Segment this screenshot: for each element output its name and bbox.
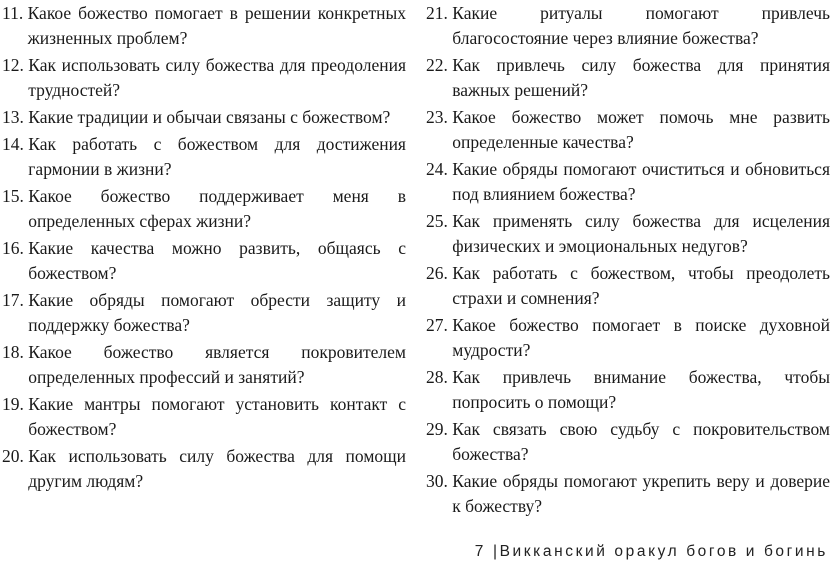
question-number: 26. [426,263,448,283]
question-item [426,157,830,207]
question-number: 23. [426,107,448,127]
footer-separator: | [492,543,500,560]
question-item [426,1,830,51]
question-number: 11. [2,3,24,23]
question-item [2,132,406,182]
question-number: 27. [426,315,448,335]
page-footer [475,543,828,561]
question-number: 12. [2,55,24,75]
question-text: Какие мантры помогают установить контакт с божеством? [28,394,406,439]
question-item [2,184,406,234]
question-number: 29. [426,419,448,439]
question-text: Как работать с божеством для достижения гармонии в жизни? [28,134,406,179]
question-text: Какие традиции и обычаи связаны с божеством? [28,107,391,127]
page-number: 7 [474,543,487,560]
question-item [426,313,830,363]
question-item [2,53,406,103]
questions-column-left [2,1,406,496]
question-text: Как использовать силу божества для преодоления трудностей? [28,55,406,100]
question-item [2,1,406,51]
question-text: Какие обряды помогают очиститься и обновиться под влиянием божества? [452,159,830,204]
question-number: 15. [2,186,24,206]
question-number: 21. [426,3,448,23]
question-number: 28. [426,367,448,387]
question-item [426,469,830,519]
question-item [2,288,406,338]
question-text: Какие обряды помогают укрепить веру и доверие к божеству? [452,471,830,516]
question-item [2,340,406,390]
question-item [426,209,830,259]
question-item [2,236,406,286]
question-number: 17. [2,290,24,310]
question-text: Какое божество помогает в решении конкретных жизненных проблем? [27,3,406,48]
question-text: Какие обряды помогают обрести защиту и поддержку божества? [28,290,406,335]
question-text: Какое божество помогает в поиске духовной мудрости? [452,315,830,360]
question-number: 16. [2,238,24,258]
question-number: 13. [2,107,24,127]
question-item [426,261,830,311]
question-text: Какое божество может помочь мне развить определенные качества? [452,107,830,152]
question-text: Как привлечь силу божества для принятия важных решений? [452,55,830,100]
question-text: Какое божество является покровителем определенных профессий и занятий? [28,342,406,387]
question-number: 30. [426,471,448,491]
question-number: 22. [426,55,448,75]
question-number: 24. [426,159,448,179]
questions-column-right [426,1,830,521]
question-text: Какие качества можно развить, общаясь с божеством? [28,238,406,283]
question-item [2,444,406,494]
question-number: 18. [2,342,24,362]
question-item [2,392,406,442]
question-text: Как работать с божеством, чтобы преодолеть страхи и сомнения? [452,263,830,308]
question-item [426,53,830,103]
question-number: 14. [2,134,24,154]
question-text: Как применять силу божества для исцеления физических и эмоциональных недугов? [452,211,830,256]
question-text: Какое божество поддерживает меня в определенных сферах жизни? [28,186,406,231]
question-text: Как использовать силу божества для помощи другим людям? [28,446,406,491]
book-title: Викканский оракул богов и богинь [499,543,828,560]
question-item [426,417,830,467]
question-item [426,365,830,415]
question-text: Какие ритуалы помогают привлечь благосостояние через влияние божества? [452,3,830,48]
question-item [2,105,406,130]
question-number: 20. [2,446,24,466]
question-text: Как связать свою судьбу с покровительством божества? [452,419,830,464]
question-number: 19. [2,394,24,414]
question-item [426,105,830,155]
question-text: Как привлечь внимание божества, чтобы попросить о помощи? [452,367,830,412]
question-number: 25. [426,211,448,231]
